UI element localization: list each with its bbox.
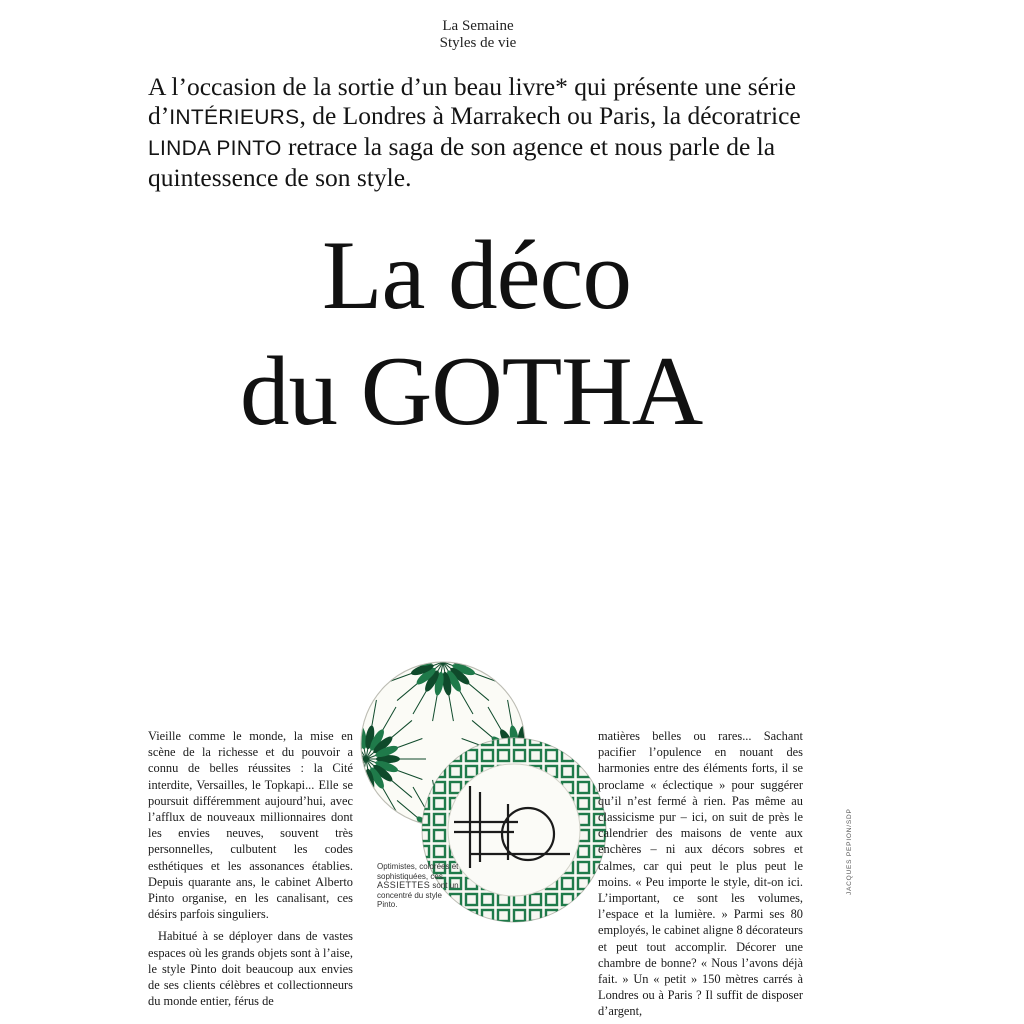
article-paragraph: Habitué à se déployer dans de vastes espaces où les grands objets sont à l’aise, le style Pinto doit beaucoup aux envies de ses clients célèbres et collectionneurs du monde entier, férus de <box>148 929 353 1009</box>
article-column-right <box>598 728 803 1020</box>
article-paragraph: Vieille comme le monde, la mise en scène de la richesse et du pouvoir a connu de belles réussites : la Cité interdite, Versailles, le Topkapi... Elle se poursuit différemment aujourd’hui, avec l’afflux de nouveaux millionnaires dont les envies neuves, souvent très personnelles, culbutent les codes esthétiques et les assonances établies. Depuis quarante ans, le cabinet Alberto Pinto organise, en les canalisant, ces désirs parfois singuliers. <box>148 729 353 922</box>
intro-caps-linda-pinto: LINDA PINTO <box>148 137 282 160</box>
caption-text-2: sont un concentré du style Pinto. <box>377 881 459 910</box>
intro-standfirst <box>148 72 848 192</box>
headline <box>240 218 800 450</box>
photo-caption <box>377 862 459 910</box>
headline-line-2: du GOTHA <box>240 337 703 446</box>
article-column-left <box>148 728 353 1009</box>
headline-line-1: La déco <box>322 221 632 330</box>
section-label <box>418 18 538 52</box>
article-paragraph: matières belles ou rares... Sachant pacifier l’opulence en nouant des harmonies entre des éléments forts, il se proclame « éclectique » pour suggérer qu’il n’est fermé à rien. Pas même au classicisme pur – ici, on suit de près le calendrier des maisons de vente aux enchères – ni aux décors sobres et calmes, car qui peut le plus peut le moins. « Peu importe le style, dit-on ici. L’important, ce sont les volumes, l’espace et la lumière. » Parmi ses 80 employés, le cabinet aligne 8 décorateurs et peut tout accomplir. Décorer une chambre de bonne? « Nous l’avons déjà fait. » Un « petit » 150 mètres carrés à Londres ou à Paris ? Il suffit de disposer d’argent, <box>598 729 803 1019</box>
section-title: La Semaine <box>442 18 514 34</box>
section-subtitle: Styles de vie <box>439 35 517 51</box>
intro-text-3: retrace la saga de son agence et nous parle de la quintessence de son style. <box>148 132 776 192</box>
intro-text-1: A l’occasion de la sortie d’un beau livre* qui présente une série d’ <box>148 72 796 130</box>
caption-text-1: Optimistes, colorées et sophistiquées, ces <box>377 862 459 881</box>
caption-caps: ASSIETTES <box>377 880 431 891</box>
intro-text-2: , de Londres à Marrakech ou Paris, la décoratrice <box>299 101 801 130</box>
photo-credit: JACQUES PEPION/SDP <box>846 808 853 895</box>
intro-caps-interieurs: INTÉRIEURS <box>169 106 300 129</box>
